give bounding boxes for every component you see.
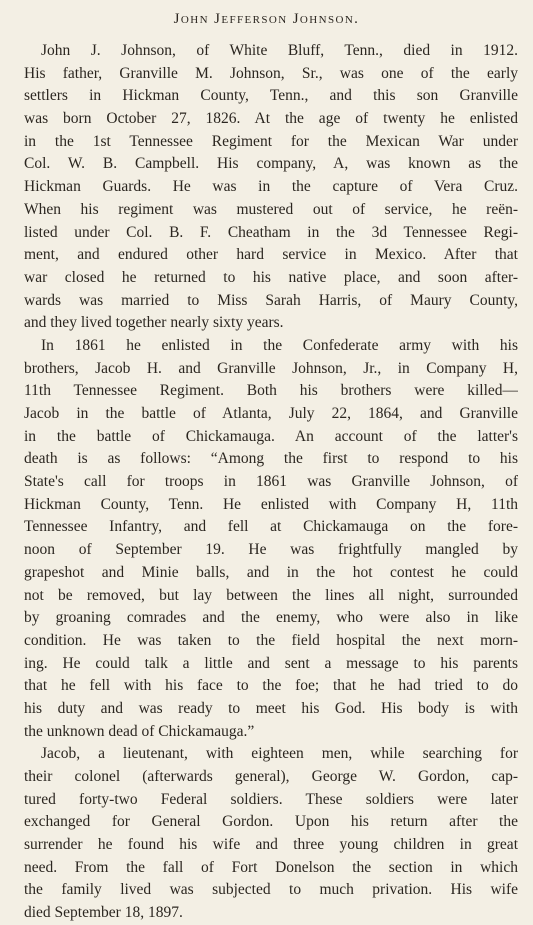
- text-line: grapeshot and Minie balls, and in the hot contest he could: [24, 563, 518, 581]
- text-line: listed under Col. B. F. Cheatham in the 3d Tennessee Regi-: [24, 223, 518, 241]
- text-line: not be removed, but lay between the lines all night, surrounded: [24, 586, 518, 604]
- text-line: John J. Johnson, of White Bluff, Tenn., died in 1912.: [41, 42, 518, 59]
- text-line: Hickman Guards. He was in the capture of Vera Cruz.: [24, 178, 518, 196]
- text-line: When his regiment was mustered out of service, he reën-: [24, 200, 518, 218]
- paragraph-2: [24, 335, 518, 743]
- text-line: His father, Granville M. Johnson, Sr., was one of the early: [24, 64, 518, 82]
- text-line: was born October 27, 1826. At the age of twenty he enlisted: [24, 110, 518, 128]
- text-line: 11th Tennessee Regiment. Both his brothers were killed—: [24, 382, 518, 400]
- text-line: their colonel (afterwards general), George W. Gordon, cap-: [24, 768, 518, 785]
- text-line: and they lived together nearly sixty years.: [24, 314, 284, 332]
- text-line: brothers, Jacob H. and Granville Johnson, Jr., in Company H,: [24, 359, 518, 377]
- text-line: Jacob in the battle of Atlanta, July 22, 1864, and Granville: [24, 405, 518, 422]
- text-line: settlers in Hickman County, Tenn., and this son Granville: [24, 87, 518, 105]
- article-body: [24, 40, 518, 925]
- text-line: wards was married to Miss Sarah Harris, of Maury County,: [24, 291, 518, 309]
- text-line: surrender he found his wife and three young children in great: [24, 836, 518, 854]
- text-line: Col. W. B. Campbell. His company, A, was known as the: [24, 155, 518, 173]
- text-line: war closed he returned to his native place, and soon after-: [24, 268, 518, 286]
- text-line: exchanged for General Gordon. Upon his return after the: [24, 813, 518, 831]
- text-line: State's call for troops in 1861 was Granville Johnson, of: [24, 473, 518, 491]
- paragraph-1: [24, 40, 518, 335]
- text-line: ment, and endured other hard service in Mexico. After that: [24, 246, 518, 264]
- text-line: death is as follows: “Among the first to respond to his: [24, 450, 518, 468]
- text-line: that he fell with his face to the foe; that he had tried to do: [24, 677, 518, 695]
- text-line: his duty and was ready to meet his God. His body is with: [24, 699, 518, 717]
- text-line: ing. He could talk a little and sent a message to his parents: [24, 654, 518, 672]
- text-line: Tennessee Infantry, and fell at Chickamauga on the fore-: [24, 518, 518, 536]
- text-line: noon of September 19. He was frightfully mangled by: [24, 541, 518, 559]
- paragraph-3: [24, 743, 518, 925]
- text-line: by groaning comrades and the enemy, who were also in like: [24, 609, 518, 627]
- text-line: In 1861 he enlisted in the Confederate army with his: [41, 336, 518, 354]
- text-line: Hickman County, Tenn. He enlisted with Company H, 11th: [24, 495, 518, 513]
- text-line: died September 18, 1897.: [24, 904, 183, 922]
- text-line: the family lived was subjected to much privation. His wife: [24, 881, 518, 899]
- text-line: in the battle of Chickamauga. An account of the latter's: [24, 427, 518, 445]
- page-title: John Jefferson Johnson.: [173, 11, 360, 27]
- text-line: Jacob, a lieutenant, with eighteen men, while searching for: [41, 745, 518, 763]
- text-line: in the 1st Tennessee Regiment for the Mexican War under: [24, 132, 518, 150]
- text-line: tured forty-two Federal soldiers. These soldiers were later: [24, 790, 518, 808]
- text-line: need. From the fall of Fort Donelson the section in which: [24, 858, 518, 876]
- text-line: condition. He was taken to the field hospital the next morn-: [24, 631, 518, 649]
- text-line: the unknown dead of Chickamauga.”: [24, 722, 255, 740]
